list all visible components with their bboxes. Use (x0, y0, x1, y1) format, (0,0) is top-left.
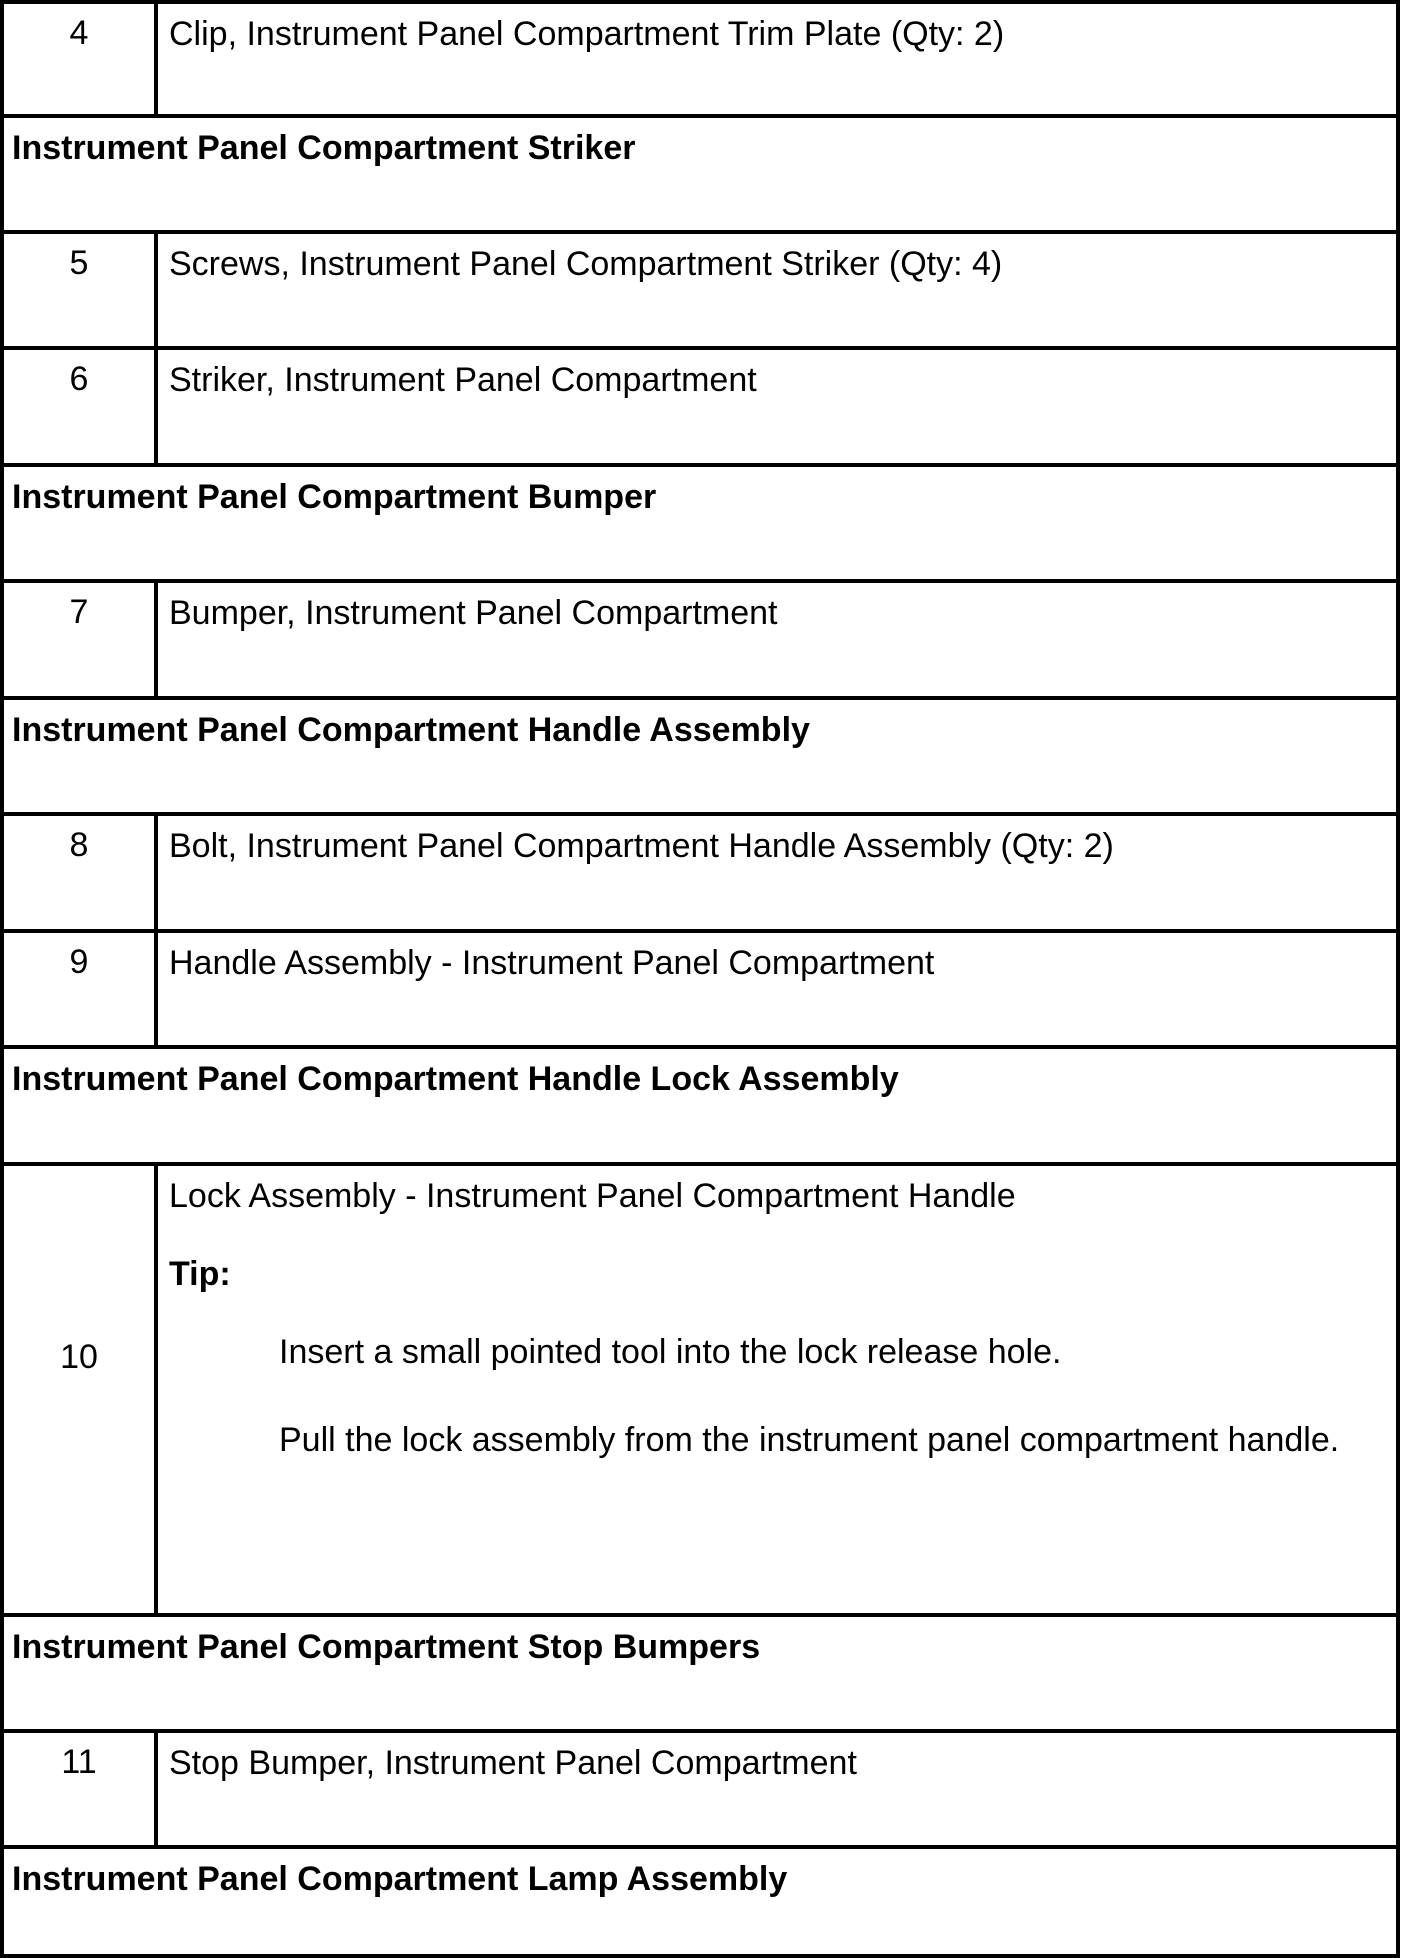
item-number: 7 (69, 593, 89, 631)
item-number-cell (4, 234, 158, 346)
item-description: Handle Assembly - Instrument Panel Compartment (169, 944, 935, 982)
section-title: Instrument Panel Compartment Stop Bumpers (12, 1628, 761, 1666)
section-header-handle-lock-assembly (0, 1049, 1400, 1166)
table-row-item-10 (0, 1166, 1400, 1617)
item-number: 9 (69, 943, 89, 981)
item-number: 4 (69, 14, 89, 52)
item-number: 10 (60, 1338, 98, 1376)
table-row-item-5 (0, 234, 1400, 350)
section-header-handle-assembly (0, 700, 1400, 816)
section-title: Instrument Panel Compartment Striker (12, 129, 636, 167)
table-row-item-8 (0, 816, 1400, 933)
item-description-block (169, 1176, 1386, 1463)
item-description: Striker, Instrument Panel Compartment (169, 361, 757, 399)
table-row-item-11 (0, 1733, 1400, 1849)
table-row-item-7 (0, 583, 1400, 700)
item-number-cell (4, 1733, 158, 1845)
item-description: Screws, Instrument Panel Compartment Striker (Qty: 4) (169, 245, 1003, 283)
section-title: Instrument Panel Compartment Handle Assembly (12, 711, 810, 749)
item-number-cell (4, 933, 158, 1045)
item-number-cell (4, 4, 158, 114)
item-number-cell (4, 583, 158, 696)
item-description: Stop Bumper, Instrument Panel Compartment (169, 1744, 857, 1782)
section-title: Instrument Panel Compartment Handle Lock Assembly (12, 1060, 899, 1098)
item-description: Bumper, Instrument Panel Compartment (169, 594, 778, 632)
table-row-item-6 (0, 350, 1400, 467)
section-header-bumper (0, 467, 1400, 583)
section-header-lamp-assembly (0, 1849, 1400, 1958)
item-number: 6 (69, 360, 89, 398)
item-description: Bolt, Instrument Panel Compartment Handle Assembly (Qty: 2) (169, 827, 1114, 865)
table-row-item-9 (0, 933, 1400, 1049)
item-number: 5 (69, 244, 89, 282)
section-title: Instrument Panel Compartment Lamp Assembly (12, 1860, 788, 1898)
section-title: Instrument Panel Compartment Bumper (12, 478, 657, 516)
tip-step-2: Pull the lock assembly from the instrument panel compartment handle. (279, 1421, 1340, 1459)
section-header-striker (0, 118, 1400, 234)
item-number: 11 (61, 1743, 97, 1781)
item-description: Clip, Instrument Panel Compartment Trim Plate (Qty: 2) (169, 15, 1005, 53)
section-header-stop-bumpers (0, 1617, 1400, 1733)
item-description: Lock Assembly - Instrument Panel Compartment Handle (169, 1177, 1016, 1215)
item-number-cell (4, 816, 158, 929)
tip-step-1: Insert a small pointed tool into the lock release hole. (279, 1333, 1062, 1371)
item-number-cell (4, 1166, 158, 1613)
tip-label: Tip: (169, 1255, 231, 1293)
item-number: 8 (69, 826, 89, 864)
item-number-cell (4, 350, 158, 463)
table-row-item-4 (0, 0, 1400, 118)
